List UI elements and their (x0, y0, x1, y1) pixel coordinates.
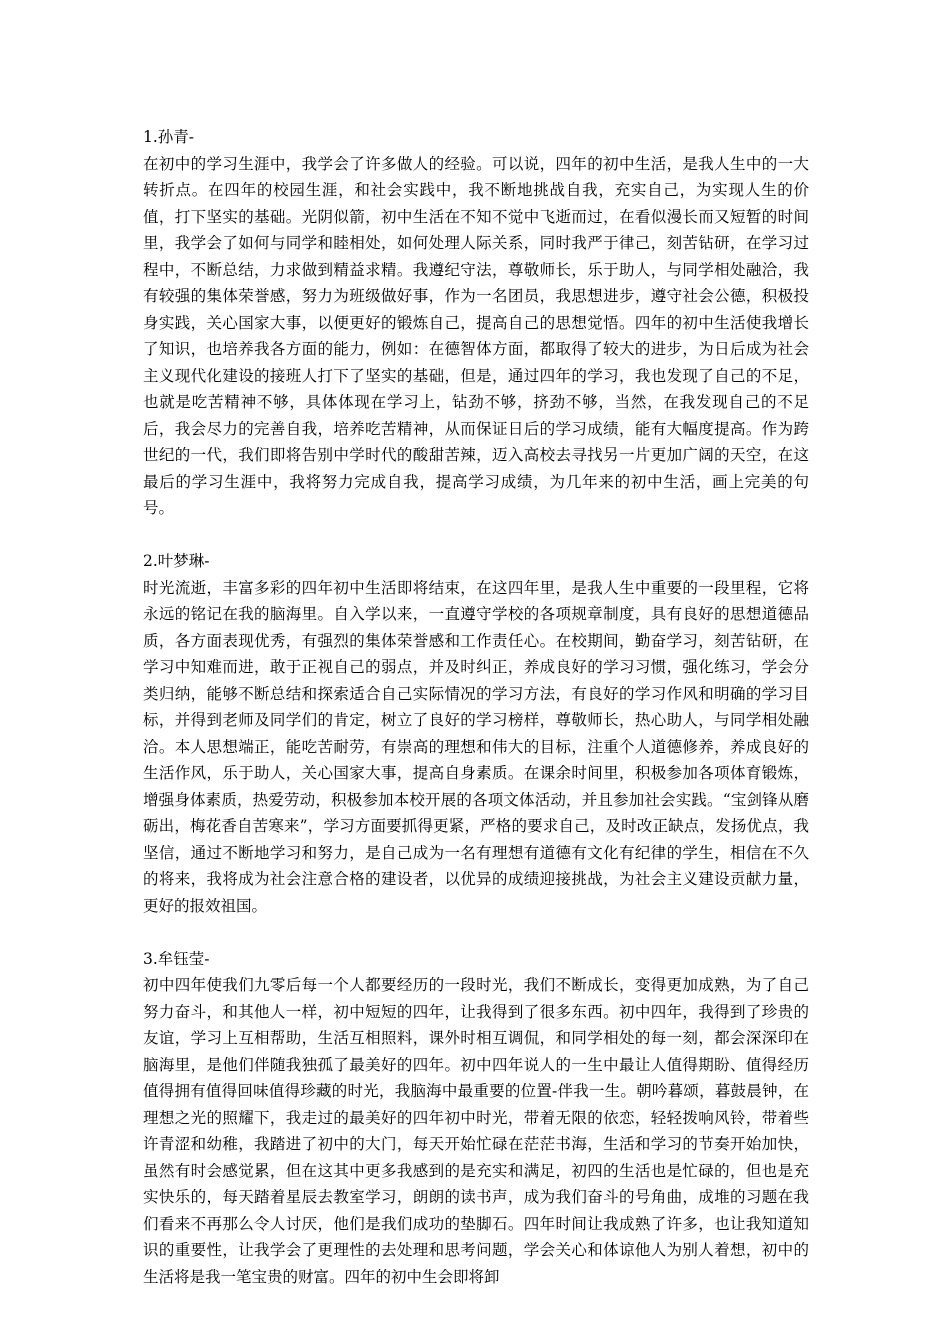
entry-title: 3.牟钰莹- (143, 949, 210, 968)
entry-body: 初中四年使我们九零后每一个人都要经历的一段时光，我们不断成长，变得更加成熟，为了自己努力奋斗，和其他人一样，初中短短的四年，让我得到了很多东西。初中四年，我得到了珍贵的友谊，学习上互相帮助，生活互相照料，课外时相互调侃，和同学相处的每一刻，都会深深印在脑海里，是他们伴随我独孤了最美好的四年。初中四年说人的一生中最让人值得期盼、值得经历值得拥有值得回味值得珍藏的时光，我脑海中最重要的位置-伴我一生。朝吟暮颂，暮鼓晨钟，在理想之光的照耀下，我走过的最美好的四年初中时光，带着无限的依恋，轻轻拨响风铃，带着些许青涩和幼稚，我踏进了初中的大门，每天开始忙碌在茫茫书海，生活和学习的节奏开始加快，虽然有时会感觉累，但在这其中更多我感到的是充实和满足，初四的生活也是忙碌的，但也是充实快乐的，每天踏着星辰去教室学习，朗朗的读书声，成为我们奋斗的号角曲，成堆的习题在我们看来不再那么令人讨厌，他们是我们成功的垫脚石。四年时间让我成熟了许多，也让我知道知识的重要性，让我学会了更理性的去处理和思考问题，学会关心和体谅他人为别人着想，初中的生活将是我一笔宝贵的财富。四年的初中生会即将卸 (143, 976, 809, 1286)
entry-ye-menglin (143, 548, 809, 919)
entry-title: 2.叶梦琳- (143, 552, 210, 570)
entry-sun-qing (143, 124, 809, 522)
entry-body: 在初中的学习生涯中，我学会了许多做人的经验。可以说，四年的初中生活，是我人生中的一大转折点。在四年的校园生涯，和社会实践中，我不断地挑战自我，充实自己，为实现人生的价值，打下坚实的基础。光阴似箭，初中生活在不知不觉中飞逝而过，在看似漫长而又短暂的时间里，我学会了如何与同学和睦相处，如何处理人际关系，同时我严于律己，刻苦钻研，在学习过程中，不断总结，力求做到精益求精。我遵纪守法，尊敬师长，乐于助人，与同学相处融洽，我有较强的集体荣誉感，努力为班级做好事，作为一名团员，我思想进步，遵守社会公德，积极投身实践，关心国家大事，以便更好的锻炼自己，提高自己的思想觉悟。四年的初中生活使我增长了知识，也培养我各方面的能力，例如：在德智体方面，都取得了较大的进步，为日后成为社会主义现代化建设的接班人打下了坚实的基础，但是，通过四年的学习，我也发现了自己的不足，也就是吃苦精神不够，具体体现在学习上，钻劲不够，挤劲不够，当然，在我发现自己的不足后，我会尽力的完善自我，培养吃苦精神，从而保证日后的学习成绩，能有大幅度提高。作为跨世纪的一代，我们即将告别中学时代的酸甜苦辣，迈入高校去寻找另一片更加广阔的天空，在这最后的学习生涯中，我将努力完成自我，提高学习成绩，为几年来的初中生活，画上完美的句号。 (143, 154, 809, 517)
entry-mou-yuying (143, 946, 809, 1291)
entry-title: 1.孙青- (143, 128, 195, 146)
document-page (143, 124, 809, 1317)
entry-body: 时光流逝，丰富多彩的四年初中生活即将结束，在这四年里，是我人生中重要的一段里程，它将永远的铭记在我的脑海里。自入学以来，一直遵守学校的各项规章制度，具有良好的思想道德品质，各方面表现优秀，有强烈的集体荣誉感和工作责任心。在校期间，勤奋学习，刻苦钻研，在学习中知难而进，敢于正视自己的弱点，并及时纠正，养成良好的学习习惯，强化练习，学会分类归纳，能够不断总结和探索适合自己实际情况的学习方法，有良好的学习作风和明确的学习目标，并得到老师及同学们的肯定，树立了良好的学习榜样，尊敬师长，热心助人，与同学相处融洽。本人思想端正，能吃苦耐劳，有崇高的理想和伟大的目标，注重个人道德修养，养成良好的生活作风，乐于助人，关心国家大事，提高自身素质。在课余时间里，积极参加各项体育锻炼，增强身体素质，热爱劳动，积极参加本校开展的各项文体活动，并且参加社会实践。“宝剑锋从磨砺出，梅花香自苦寒来”，学习方面要抓得更紧，严格的要求自己，及时改正缺点，发扬优点，我坚信，通过不断地学习和努力，是自己成为一名有理想有道德有文化有纪律的学生，相信在不久的将来，我将成为社会注意合格的建设者，以优异的成绩迎接挑战，为社会主义建设贡献力量，更好的报效祖国。 (143, 578, 809, 915)
